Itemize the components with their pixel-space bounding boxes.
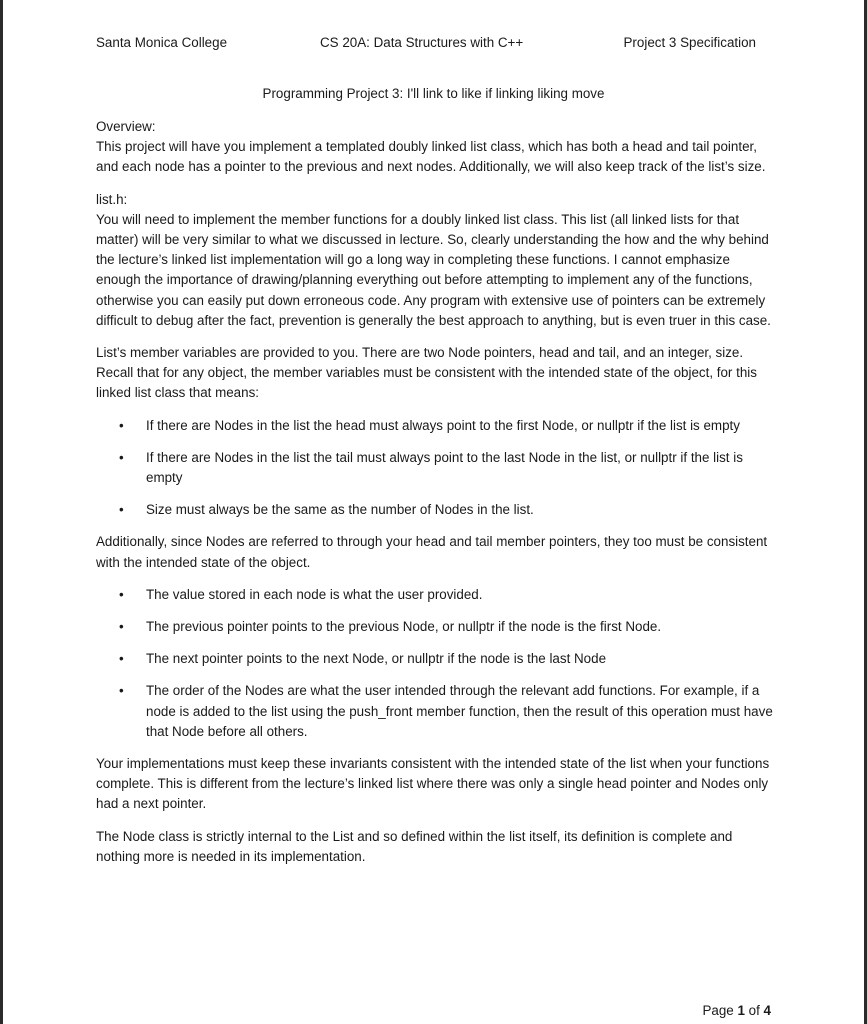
overview-heading: Overview: <box>96 119 156 134</box>
node-class-paragraph: The Node class is strictly internal to the List and so defined within the list itself, its definition is complete and nothing more is needed in its implementation. <box>96 828 733 864</box>
footer-page-number: 1 <box>737 1003 745 1018</box>
list-item <box>96 585 776 605</box>
list-item <box>96 448 776 488</box>
bullet-icon: • <box>119 502 124 518</box>
list-item-text: Size must always be the same as the number of Nodes in the list. <box>146 502 534 518</box>
overview-text: This project will have you implement a templated doubly linked list class, which has both a head and tail pointer, and each node has a pointer to the previous and next nodes. Additionally, we will also keep track of the list’s size. <box>96 139 766 175</box>
page-footer <box>702 1003 771 1018</box>
bullet-icon: • <box>119 586 124 602</box>
bullet-icon: • <box>119 417 124 433</box>
bullet-icon: • <box>119 449 124 465</box>
header-course: CS 20A: Data Structures with C++ <box>320 35 524 50</box>
listh-section <box>96 190 776 331</box>
header-spec: Project 3 Specification <box>623 35 756 50</box>
bullet-icon: • <box>119 651 124 667</box>
list-item <box>96 681 776 742</box>
members-intro-paragraph: List’s member variables are provided to you. There are two Node pointers, head and tail, and an integer, size. Recall that for any object, the member variables must be consistent with the intended state of the object, for this linked list class that means: <box>96 345 757 401</box>
list-item-text: The previous pointer points to the previous Node, or nullptr if the node is the first Node. <box>146 619 662 635</box>
listh-text: You will need to implement the member functions for a doubly linked list class. This list (all linked lists for that matter) will be very similar to what we discussed in lecture. So, clearly understanding the how and the why behind the lecture’s linked list implementation will go a long way in completing these functions. I cannot emphasize enough the importance of drawing/planning everything out before attempting to implement any of the functions, otherwise you can easily put down erroneous code. Any program with extensive use of pointers can be extremely difficult to debug after the fact, prevention is generally the best approach to anything, but is even truer in this case. <box>96 211 771 328</box>
document-title: Programming Project 3: I'll link to like if linking liking move <box>262 86 605 101</box>
bullet-icon: • <box>119 683 124 699</box>
list-item <box>96 500 776 520</box>
footer-page-word: Page <box>702 1003 734 1018</box>
list-item <box>96 416 776 436</box>
footer-of-word: of <box>748 1003 760 1018</box>
list-item <box>96 617 776 637</box>
document-body <box>96 117 776 879</box>
footer-page-total: 4 <box>763 1003 771 1018</box>
member-invariants-list <box>96 416 776 521</box>
list-item-text: If there are Nodes in the list the head must always point to the first Node, or nullptr if the list is empty <box>146 417 740 433</box>
nodes-intro-paragraph: Additionally, since Nodes are referred to through your head and tail member pointers, they too must be consistent with the intended state of the object. <box>96 534 768 570</box>
page-header <box>96 35 756 53</box>
page-left-edge <box>0 0 3 1024</box>
list-item <box>96 649 776 669</box>
list-item-text: If there are Nodes in the list the tail must always point to the last Node in the list, or nullptr if the list is empty <box>146 449 743 486</box>
overview-section <box>96 117 776 178</box>
listh-heading: list.h: <box>96 191 128 207</box>
list-item-text: The value stored in each node is what the user provided. <box>146 586 483 602</box>
header-college: Santa Monica College <box>96 35 228 50</box>
invariants-paragraph: Your implementations must keep these invariants consistent with the intended state of the list when your functions complete. This is different from the lecture’s linked list where there was only a single head pointer and Nodes only had a next pointer. <box>96 756 770 812</box>
node-invariants-list <box>96 585 776 742</box>
list-item-text: The next pointer points to the next Node, or nullptr if the node is the last Node <box>146 651 607 667</box>
list-item-text: The order of the Nodes are what the user intended through the relevant add functions. For example, if a node is added to the list using the push_front member function, then the result of this operation must have that Node before all others. <box>146 683 773 739</box>
bullet-icon: • <box>119 619 124 635</box>
